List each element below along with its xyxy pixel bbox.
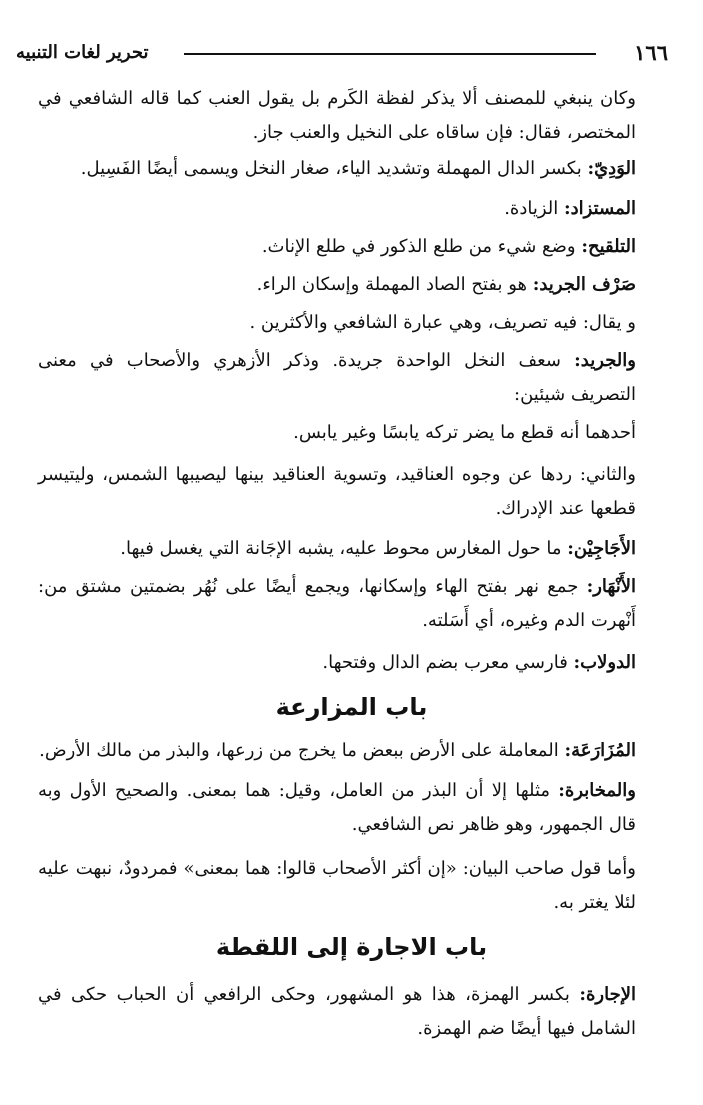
- running-title: تحرير لغات التنبيه: [16, 42, 149, 63]
- paragraph: [38, 152, 636, 186]
- entry-term: والمخابرة:: [558, 780, 636, 801]
- paragraph: [38, 230, 636, 264]
- entry-text: و يقال: فيه تصريف، وهي عبارة الشافعي والأكثرين .: [249, 312, 636, 333]
- entry-term: الدولاب:: [573, 652, 636, 673]
- section-heading: باب الاجارة إلى اللقطة: [215, 933, 488, 961]
- paragraph: [38, 734, 636, 768]
- entry-term: الوَدِيّ:: [587, 158, 636, 179]
- paragraph: [38, 458, 636, 526]
- entry-text: بكسر الهمزة، هذا هو المشهور، وحكى الرافعي أن الحباب حكى في الشامل فيها أيضًا ضم الهمزة.: [38, 984, 636, 1039]
- entry-text: فارسي معرب بضم الدال وفتحها.: [322, 652, 574, 673]
- paragraph: [38, 774, 636, 842]
- entry-term: والجريد:: [574, 350, 636, 371]
- paragraph: [38, 268, 636, 302]
- entry-text: والثاني: ردها عن وجوه العناقيد، وتسوية العناقيد بينها ليصيبها الشمس، وليتيسر قطعها عند الإدراك.: [38, 464, 636, 519]
- entry-text: وضع شيء من طلع الذكور في طلع الإناث.: [261, 236, 582, 257]
- entry-text: هو بفتح الصاد المهملة وإسكان الراء.: [256, 274, 533, 295]
- entry-text: الزيادة.: [504, 198, 565, 219]
- paragraph: [38, 82, 636, 150]
- entry-term: المُزَارَعَة:: [564, 740, 636, 761]
- entry-term: المستزاد:: [564, 198, 636, 219]
- paragraph: [38, 192, 636, 226]
- entry-text: أحدهما أنه قطع ما يضر تركه يابسًا وغير يابس.: [293, 422, 636, 443]
- section-heading: باب المزارعة: [275, 693, 428, 721]
- paragraph: [38, 532, 636, 566]
- entry-text: مثلها إلا أن البذر من العامل، وقيل: هما بمعنى. والصحيح الأول وبه قال الجمهور، وهو ظاهر نص الشافعي.: [38, 780, 636, 835]
- header-rule: [184, 53, 596, 55]
- paragraph: [38, 344, 636, 412]
- paragraph: [38, 306, 636, 340]
- page-header: [16, 40, 668, 66]
- entry-text: بكسر الدال المهملة وتشديد الياء، صغار النخل ويسمى أيضًا الفَسِيل.: [80, 158, 588, 179]
- paragraph: [38, 852, 636, 920]
- entry-term: صَرْف الجريد:: [532, 274, 636, 295]
- entry-text: جمع نهر بفتح الهاء وإسكانها، ويجمع أيضًا على نُهُر بضمتين مشتق من: أَنْهرت الدم وغيره، أي أَسَلته.: [38, 576, 636, 631]
- entry-text: المعاملة على الأرض ببعض ما يخرج من زرعها، والبذر من مالك الأرض.: [39, 740, 565, 761]
- paragraph: [38, 570, 636, 638]
- entry-term: الأَنْهَار:: [586, 576, 636, 597]
- entry-text: وكان ينبغي للمصنف ألا يذكر لفظة الكَرم بل يقول العنب كما قاله الشافعي في المختصر، فقال: فإن ساقاه على النخيل والعنب جاز.: [38, 88, 636, 143]
- entry-text: وأما قول صاحب البيان: «إن أكثر الأصحاب قالوا: هما بمعنى» فمردودٌ، نبهت عليه لئلا يغتر به.: [38, 858, 636, 913]
- paragraph: [38, 646, 636, 680]
- entry-term: الأَجَاجِيْن:: [567, 538, 636, 559]
- paragraph: [38, 416, 636, 450]
- entry-text: ما حول المغارس محوط عليه، يشبه الإجَانة التي يغسل فيها.: [120, 538, 568, 559]
- page-number: ١٦٦: [634, 40, 668, 65]
- paragraph: [38, 978, 636, 1046]
- entry-term: الإجارة:: [579, 984, 636, 1005]
- entry-term: التلقيح:: [581, 236, 636, 257]
- entry-text: سعف النخل الواحدة جريدة. وذكر الأزهري والأصحاب في معنى التصريف شيئين:: [38, 350, 636, 405]
